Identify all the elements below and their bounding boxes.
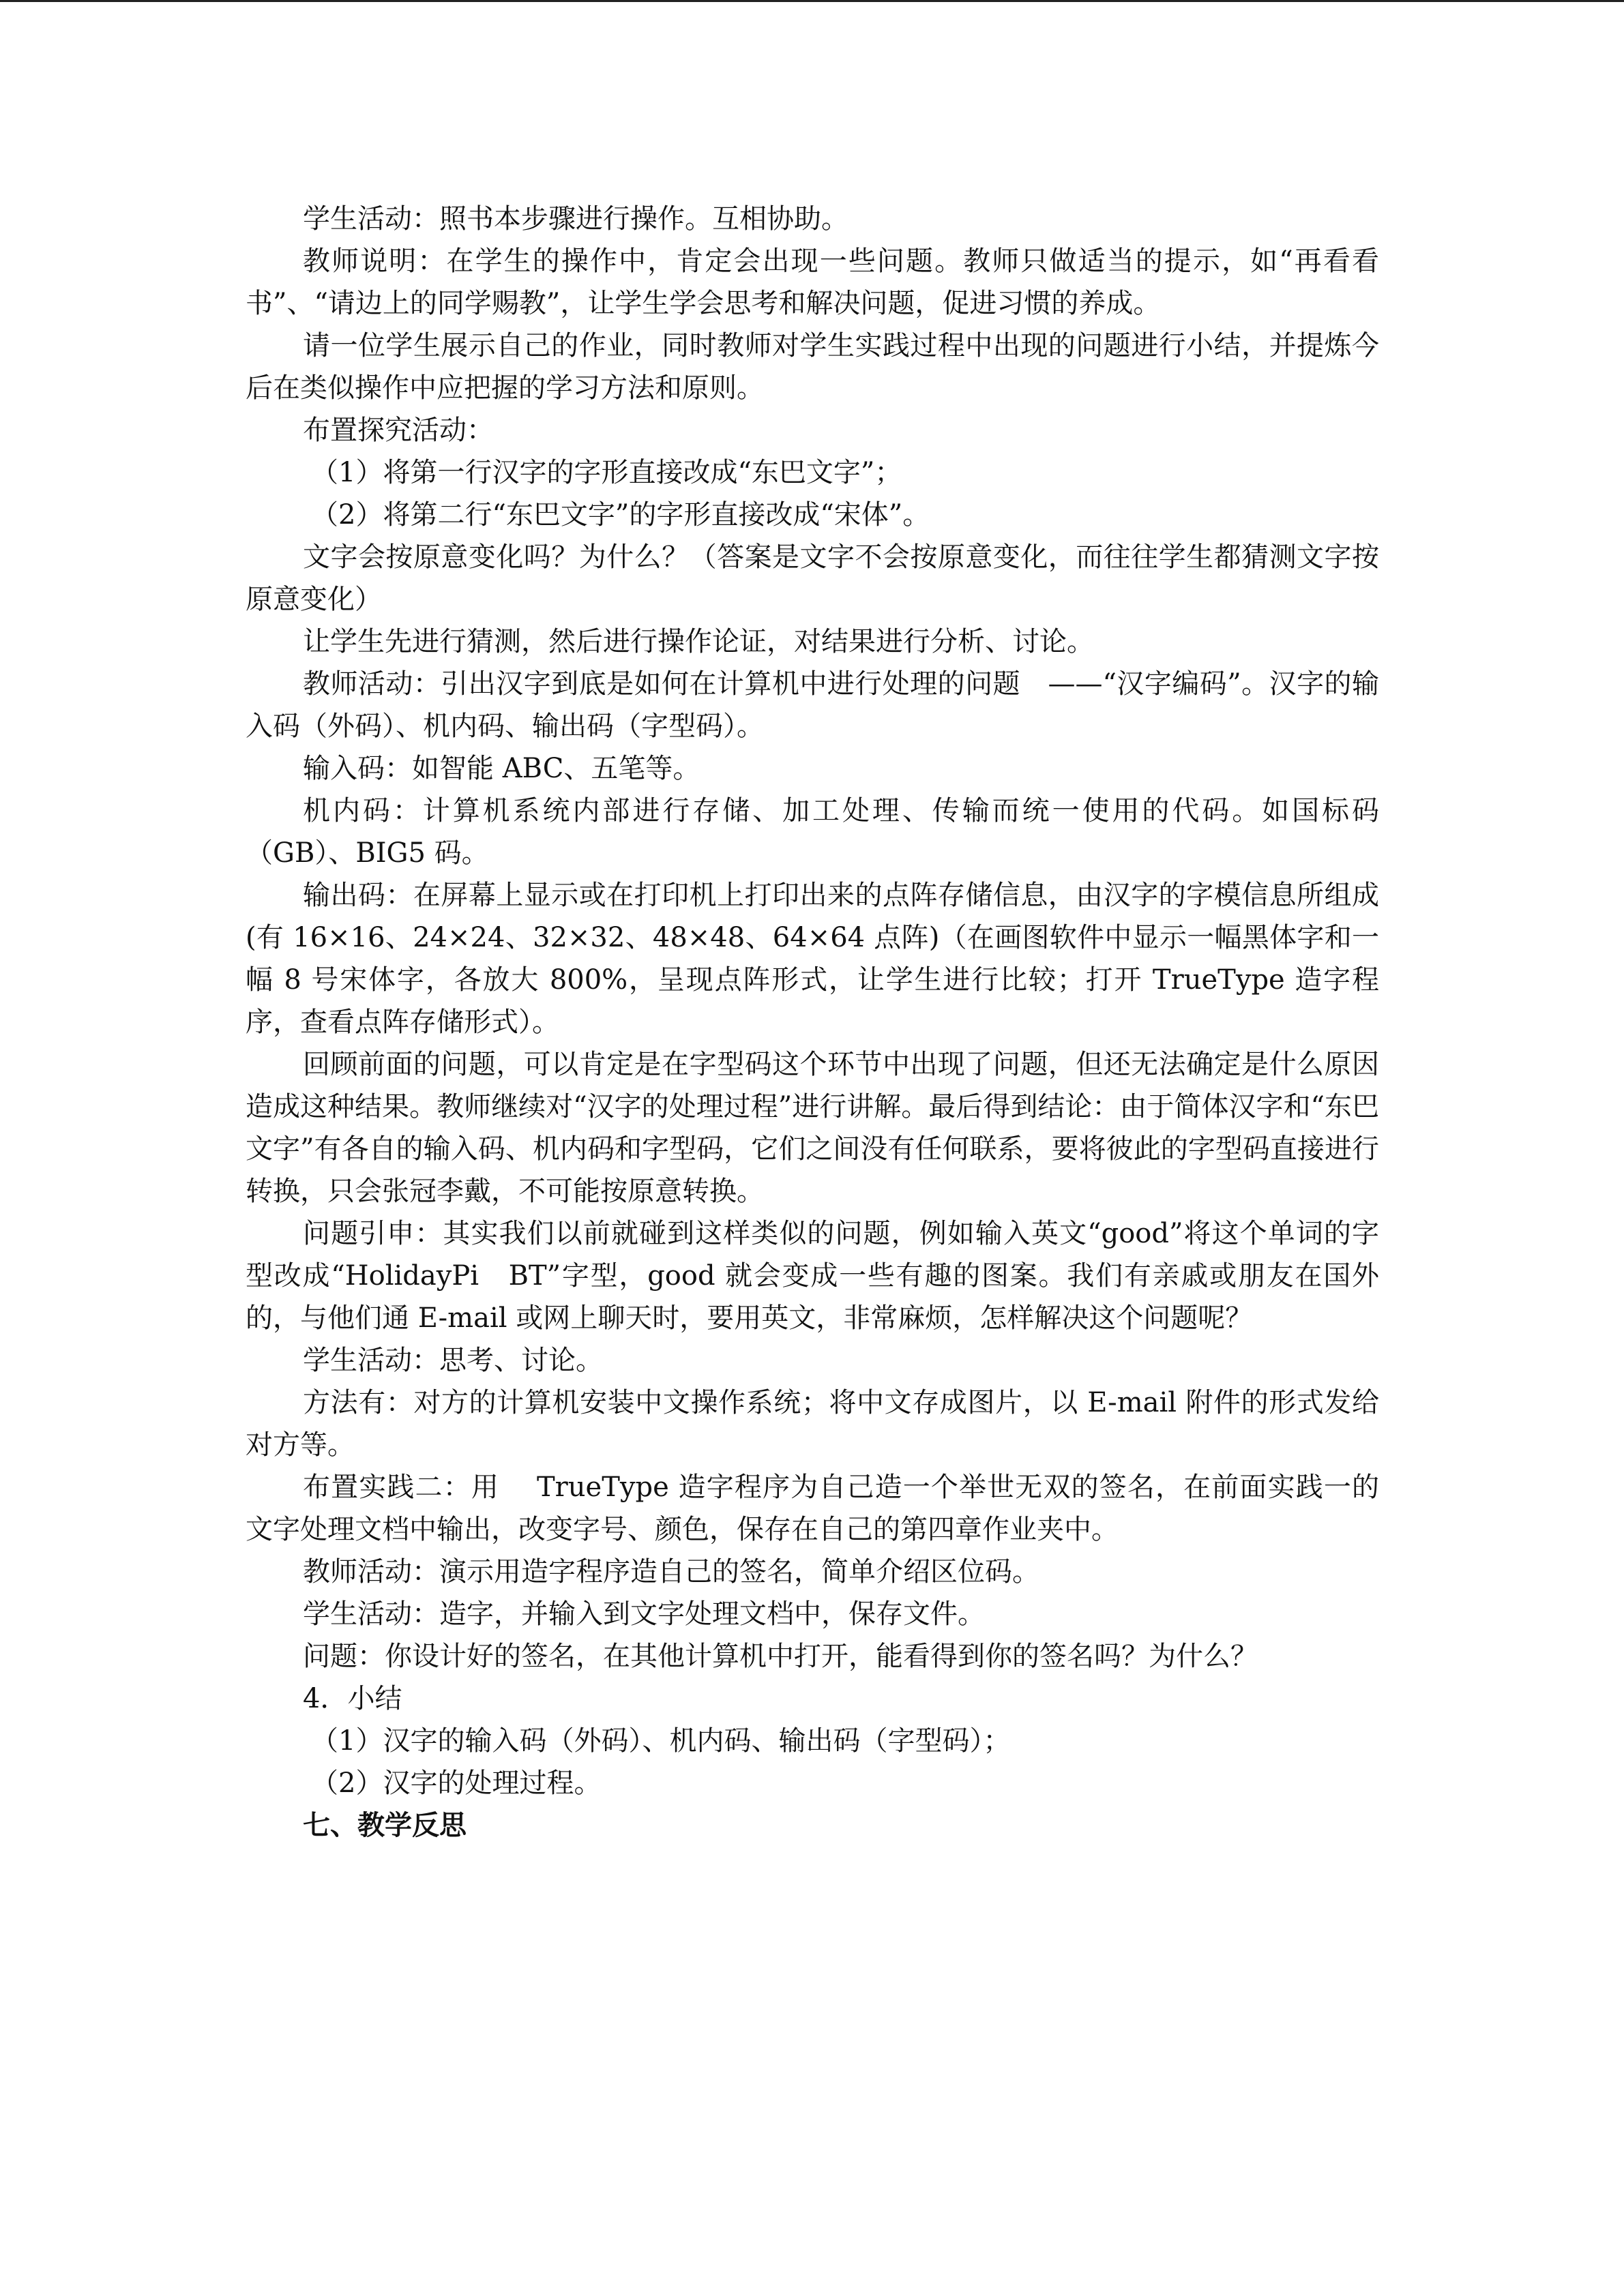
- paragraph-input-code: 输入码：如智能 ABC、五笔等。: [303, 753, 700, 784]
- paragraph-teacher-activity-encoding: 教师活动：引出汉字到底是如何在计算机中进行处理的问题 ——“汉字编码”。汉字的输入码（外码）、机内码、输出码（字型码）。: [246, 668, 1379, 742]
- paragraph-output-code: 输出码：在屏幕上显示或在打印机上打印出来的点阵存储信息，由汉字的字模信息所组成 (有 16×16、24×24、32×32、48×48、64×64 点阵)（在画图软件中显示一幅黑体字和一幅 8 号宋体字，各放大 800%，呈现点阵形式，让学生进行比较；打开 TrueType 造字程序，查看点阵存储形式）。: [246, 880, 1406, 1038]
- paragraph-question-change: 文字会按原意变化吗？为什么？（答案是文字不会按原意变化，而往往学生都猜测文字按原意变化）: [246, 541, 1379, 615]
- paragraph-methods: 方法有：对方的计算机安装中文操作系统；将中文存成图片，以 E-mail 附件的形式发给对方等。: [246, 1387, 1379, 1461]
- paragraph-student-activity-1: 学生活动：照书本步骤进行操作。互相协助。: [303, 203, 848, 235]
- list-item-inquiry-2: （2）将第二行“东巴文字”的字形直接改成“宋体”。: [311, 499, 930, 531]
- paragraph-inquiry-intro: 布置探究活动：: [303, 415, 494, 446]
- document-page: [246, 198, 1406, 1847]
- paragraph-teacher-explanation: 教师说明：在学生的操作中，肯定会出现一些问题。教师只做适当的提示，如“再看看书”、“请边上的同学赐教”，让学生学会思考和解决问题，促进习惯的养成。: [246, 245, 1379, 319]
- paragraph-internal-code: 机内码：计算机系统内部进行存储、加工处理、传输而统一使用的代码。如国标码（GB）、BIG5 码。: [246, 795, 1379, 869]
- section-summary-title: 4．小结: [303, 1683, 402, 1714]
- list-item-summary-1: （1）汉字的输入码（外码）、机内码、输出码（字型码）；: [311, 1725, 1011, 1757]
- paragraph-student-activity-3: 学生活动：造字，并输入到文字处理文档中，保存文件。: [303, 1598, 985, 1630]
- paragraph-teacher-activity-demo: 教师活动：演示用造字程序造自己的签名，简单介绍区位码。: [303, 1556, 1039, 1587]
- paragraph-practice-two: 布置实践二：用 TrueType 造字程序为自己造一个举世无双的签名，在前面实践一的文字处理文档中输出，改变字号、颜色，保存在自己的第四章作业夹中。: [246, 1472, 1379, 1545]
- section-heading-reflection: 七、教学反思: [303, 1809, 467, 1841]
- paragraph-student-activity-2: 学生活动：思考、讨论。: [303, 1345, 603, 1376]
- top-border-line: [0, 0, 1624, 2]
- list-item-inquiry-1: （1）将第一行汉字的字形直接改成“东巴文字”；: [311, 457, 902, 488]
- paragraph-extension: 问题引申：其实我们以前就碰到这样类似的问题，例如输入英文“good”将这个单词的字型改成“HolidayPi BT”字型，good 就会变成一些有趣的图案。我们有亲戚或朋友在国外的，与他们通 E-mail 或网上聊天时，要用英文，非常麻烦，怎样解决这个问题呢？: [246, 1218, 1379, 1334]
- list-item-summary-2: （2）汉字的处理过程。: [311, 1768, 602, 1799]
- paragraph-review: 回顾前面的问题，可以肯定是在字型码这个环节中出现了问题，但还无法确定是什么原因造成这种结果。教师继续对“汉字的处理过程”进行讲解。最后得到结论：由于简体汉字和“东巴文字”有各自的输入码、机内码和字型码，它们之间没有任何联系，要将彼此的字型码直接进行转换，只会张冠李戴，不可能按原意转换。: [246, 1049, 1379, 1207]
- paragraph-question-signature: 问题：你设计好的签名，在其他计算机中打开，能看得到你的签名吗？为什么？: [303, 1641, 1258, 1672]
- paragraph-student-showcase: 请一位学生展示自己的作业，同时教师对学生实践过程中出现的问题进行小结，并提炼今后在类似操作中应把握的学习方法和原则。: [246, 330, 1379, 404]
- paragraph-guess: 让学生先进行猜测，然后进行操作论证，对结果进行分析、讨论。: [303, 626, 1094, 657]
